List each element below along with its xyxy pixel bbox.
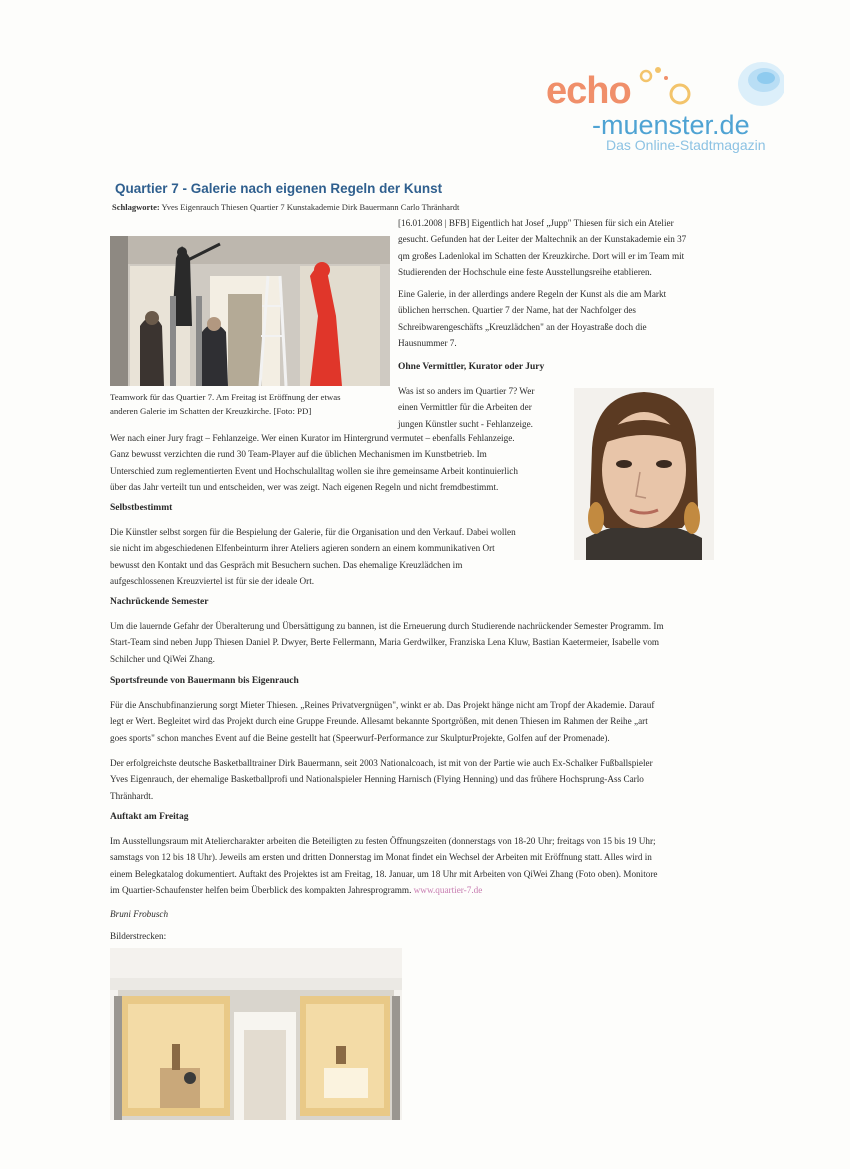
logo-bubbles-icon xyxy=(636,64,696,114)
text-line: Um die lauernde Gefahr der Überalterung und Übersättigung zu bannen, ist die Erneuerung durch Studierende nachrückender Semester Programm. Im xyxy=(110,621,664,631)
text-line: anderen Galerie im Schatten der Kreuzkirche. [Foto: PD] xyxy=(110,406,312,416)
quartier-7-link[interactable]: www.quartier-7.de xyxy=(413,885,483,896)
text-line: Im Ausstellungsraum mit Ateliercharakter arbeiten die Beteiligten zu festen Öffnungszeiten (donnerstags von 18-20 Uhr; freitags von 15 bis 19 Uhr; xyxy=(110,836,656,846)
text-line: Was ist so anders im Quartier 7? Wer xyxy=(398,386,535,396)
text-line: goes sports" schon manches Event auf die Beine gestellt hat (Speerwurf-Performance zur SkulpturProjekte, Golfen auf der Promenade). xyxy=(110,732,610,743)
text-line: aufgeschlossenen Kreuzviertel ist für sie der ideale Ort. xyxy=(110,576,315,587)
section-heading-sportsfreunde: Sportsfreunde von Bauermann bis Eigenrauch xyxy=(110,676,299,686)
gallery-label: Bilderstrecken: xyxy=(110,931,167,941)
tag-line xyxy=(112,202,459,212)
text-line: Teamwork für das Quartier 7. Am Freitag ist Eröffnung der etwas xyxy=(110,392,341,402)
text-line: jungen Künstler sucht - Fehlanzeige. xyxy=(398,418,533,429)
tags-list[interactable]: Yves Eigenrauch Thiesen Quartier 7 Kunstakademie Dirk Bauermann Carlo Thränhardt xyxy=(161,202,460,212)
text-line: [16.01.2008 | BFB] Eigentlich hat Josef „Jupp" Thiesen für sich ein Atelier xyxy=(398,218,674,228)
text-line: Yves Eigenrauch, der ehemalige Basketballprofi und Nationalspieler Henning Harnisch (Flying Henning) und das frühere Hochsprung-Ass Carlo xyxy=(110,774,644,785)
text-line: sie nicht im abgeschiedenen Elfenbeinturm ihrer Ateliers agieren sondern an einem kommunikativen Ort xyxy=(110,543,495,554)
text-line: Ganz bewusst verzichten die rund 30 Team-Player auf die üblichen Mechanismen im Kunstbetrieb. Im xyxy=(110,449,487,460)
photo-caption xyxy=(110,390,395,418)
text-line: Schreibwarengeschäfts „Kreuzlädchen" an der Hoyastraße doch die xyxy=(398,321,647,332)
portrait-photo xyxy=(574,388,714,560)
jury-paragraph xyxy=(110,430,580,496)
teamwork-photo xyxy=(110,236,390,386)
text-line: Start-Team sind neben Jupp Thiesen Daniel P. Dwyer, Berte Fellermann, Maria Gerdwilker, Franziska Lena Kluw, Bastian Kaetermeier, Isabelle vom xyxy=(110,637,660,648)
text-line: Der erfolgreichste deutsche Basketballtrainer Dirk Bauermann, seit 2003 Nationalcoach, ist mit von der Partie wie auch Ex-Schalker Fußballspieler xyxy=(110,758,653,768)
text-line: Eine Galerie, in der allerdings andere Regeln der Kunst als die am Markt xyxy=(398,289,667,299)
gallery-storefront-photo[interactable] xyxy=(110,948,402,1120)
section-heading-nachrueckende-semester: Nachrückende Semester xyxy=(110,597,209,607)
text-line: Die Künstler selbst sorgen für die Bespielung der Galerie, für die Organisation und den Verkauf. Dabei wollen xyxy=(110,527,516,537)
text-line: legt er Wert. Begleitet wird das Projekt durch eine Gruppe Freunde. Allesamt bekannte Sportgrößen, mit denen Thiesen im Rahmen der Reihe „art xyxy=(110,716,648,727)
text-line: Thränhardt. xyxy=(110,790,154,801)
tags-label: Schlagworte: xyxy=(112,202,160,212)
auftakt-paragraph xyxy=(110,833,830,899)
text-line: Für die Anschubfinanzierung sorgt Mieter Thiesen. „Reines Privatvergnügen", winkt er ab. Das Projekt hänge nicht am Tropf der Akademie. Darauf xyxy=(110,700,655,710)
logo-echo: echo xyxy=(546,70,631,112)
text-line: üblichen herrschen. Quartier 7 der Name, hat der Nachfolger des xyxy=(398,305,637,316)
sportsfreunde-paragraph xyxy=(110,697,830,746)
text-line-end: im Quartier-Schaufenster helfen beim Überblick des kompakten Jahresprogramm. xyxy=(110,885,412,896)
section-heading-selbstbestimmt: Selbstbestimmt xyxy=(110,503,173,513)
selbstbestimmt-paragraph xyxy=(110,524,580,590)
bauermann-paragraph xyxy=(110,755,830,804)
text-line: über das Jahr verteilt tun und entscheiden, wer was zeigt. Nach eigenen Regeln und nicht fremdbestimmt. xyxy=(110,482,499,493)
intro-paragraph xyxy=(398,215,728,281)
text-line: samstags von 12 bis 18 Uhr). Jeweils am ersten und dritten Donnerstag im Monat findet ein Wechsel der Arbeiten mit Eröffnung statt. Alles wird in xyxy=(110,852,652,863)
gallery-paragraph xyxy=(398,286,728,352)
text-line: Unterschied zum reglementierten Event und Hochschulalltag wollen sie ihre gemeinsame Arbeit kontinuierlich xyxy=(110,465,518,476)
text-line: einen Vermittler für die Arbeiten der xyxy=(398,402,532,413)
vermittler-paragraph xyxy=(398,383,568,432)
text-line: gesucht. Gefunden hat der Leiter der Maltechnik an der Kunstakademie ein 37 xyxy=(398,234,687,245)
text-line xyxy=(110,882,830,898)
text-line: bewusst den Kontakt und das Gespräch mit Besuchern suchen. Das ehemalige Kreuzlädchen im xyxy=(110,559,463,570)
logo-domain: -muenster.de xyxy=(592,110,750,140)
text-line: Schilcher und QiWei Zhang. xyxy=(110,653,215,664)
text-line: einem Belegkatalog dokumentiert. Auftakt des Projektes ist am Freitag, 18. Januar, um 18 Uhr mit Arbeiten von QiWei Zhang (Foto oben). Monitore xyxy=(110,868,658,879)
logo-tagline: Das Online-Stadtmagazin xyxy=(606,137,766,153)
semester-paragraph xyxy=(110,618,830,667)
section-heading-auftakt: Auftakt am Freitag xyxy=(110,812,189,822)
text-line: qm großes Ladenlokal im Schatten der Kreuzkirche. Dort will er im Team mit xyxy=(398,250,685,261)
logo-swirl-icon xyxy=(722,56,784,114)
text-line: Hausnummer 7. xyxy=(398,338,457,349)
text-line: Studierenden der Hochschule eine feste Ausstellungsreihe etablieren. xyxy=(398,267,652,278)
section-heading-ohne-vermittler: Ohne Vermittler, Kurator oder Jury xyxy=(398,362,545,372)
article-title: Quartier 7 - Galerie nach eigenen Regeln der Kunst xyxy=(115,181,443,196)
text-line: Wer nach einer Jury fragt – Fehlanzeige. Wer einen Kurator im Hintergrund vermutet – ebenfalls Fehlanzeige. xyxy=(110,433,515,443)
author-name: Bruni Frobusch xyxy=(110,909,169,919)
